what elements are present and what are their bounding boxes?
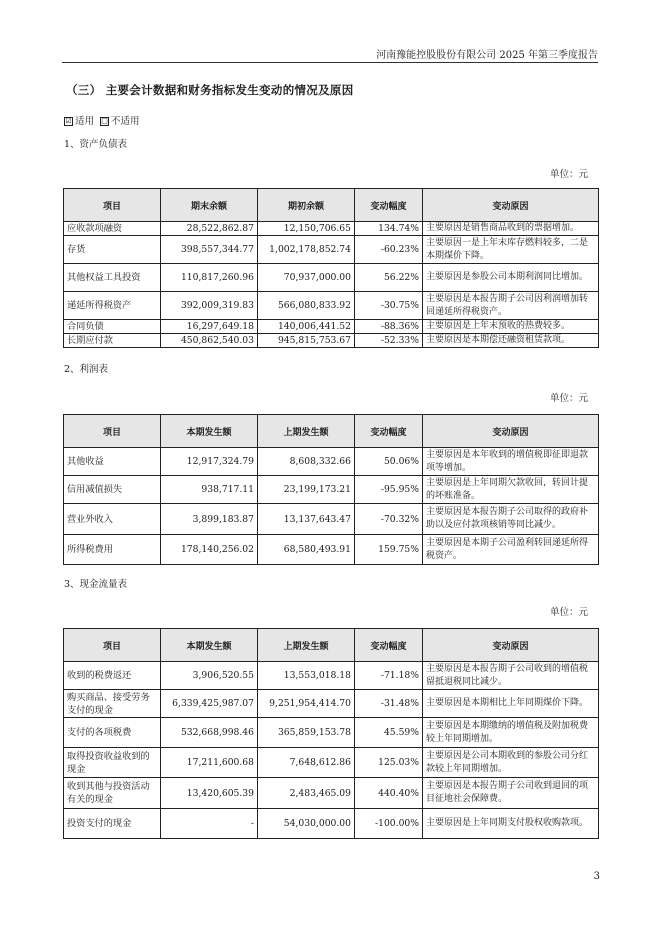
row-item: 长期应付款 xyxy=(64,334,161,348)
column-header: 变动原因 xyxy=(423,189,599,222)
row-change-rate: -95.95% xyxy=(355,476,423,504)
row-reason: 主要原因是上年同期支付股权收购款项。 xyxy=(423,809,599,839)
column-header: 上期发生额 xyxy=(258,415,355,448)
row-item: 所得税费用 xyxy=(64,535,161,565)
table-row xyxy=(64,264,599,292)
header-row xyxy=(64,189,599,222)
row-change-rate: -30.75% xyxy=(355,292,423,320)
row-reason: 主要原因是本报告期子公司收到的增值税留抵退税同比减少。 xyxy=(423,662,599,690)
row-value-current: - xyxy=(161,809,258,839)
table-row xyxy=(64,748,599,778)
table-row xyxy=(64,535,599,565)
table-row xyxy=(64,476,599,504)
report-header: 河南豫能控股股份有限公司 2025 年第三季度报告 xyxy=(376,50,598,61)
checked-checkbox-icon[interactable]: ☑ xyxy=(65,117,72,125)
unit-label-1: 单位：元 xyxy=(549,169,588,180)
row-item: 其他权益工具投资 xyxy=(64,264,161,292)
row-change-rate: 159.75% xyxy=(355,535,423,565)
row-value-prior: 9,251,954,414.70 xyxy=(258,690,355,718)
row-change-rate: 50.06% xyxy=(355,448,423,476)
applicable-option[interactable] xyxy=(64,113,94,127)
row-value-prior: 1,002,178,852.74 xyxy=(258,236,355,264)
row-change-rate: -31.48% xyxy=(355,690,423,718)
row-item: 其他收益 xyxy=(64,448,161,476)
row-item: 应收款项融资 xyxy=(64,222,161,236)
row-item: 存货 xyxy=(64,236,161,264)
column-header: 变动幅度 xyxy=(355,415,423,448)
row-value-current: 3,906,520.55 xyxy=(161,662,258,690)
table-row xyxy=(64,662,599,690)
column-header: 变动原因 xyxy=(423,629,599,662)
row-reason: 主要原因一是上年末库存燃料较多，二是本期煤价下降。 xyxy=(423,236,599,264)
row-change-rate: 56.22% xyxy=(355,264,423,292)
row-item: 营业外收入 xyxy=(64,504,161,535)
income-statement-title: 2、利润表 xyxy=(64,364,109,375)
row-change-rate: -100.00% xyxy=(355,809,423,839)
table-row xyxy=(64,222,599,236)
row-item: 合同负债 xyxy=(64,320,161,334)
row-change-rate: -60.23% xyxy=(355,236,423,264)
row-reason: 主要原因是销售商品收到的票据增加。 xyxy=(423,222,599,236)
applicable-label: 适用 xyxy=(75,116,95,127)
row-value-current: 13,420,605.39 xyxy=(161,778,258,809)
row-value-current: 392,009,319.83 xyxy=(161,292,258,320)
row-value-current: 3,899,183.87 xyxy=(161,504,258,535)
row-value-prior: 945,815,753.67 xyxy=(258,334,355,348)
row-reason: 主要原因是参股公司本期利润同比增加。 xyxy=(423,264,599,292)
table-row xyxy=(64,292,599,320)
row-value-prior: 2,483,465.09 xyxy=(258,778,355,809)
header-rule xyxy=(62,62,598,63)
row-value-current: 6,339,425,987.07 xyxy=(161,690,258,718)
row-reason: 主要原因是本报告期子公司收到退回的项目征地社会保障费。 xyxy=(423,778,599,809)
row-value-prior: 365,859,153.78 xyxy=(258,718,355,748)
row-value-current: 110,817,260.96 xyxy=(161,264,258,292)
row-value-prior: 70,937,000.00 xyxy=(258,264,355,292)
section-title: （三） 主要会计数据和财务指标发生变动的情况及原因 xyxy=(66,83,354,97)
unit-label-3: 单位：元 xyxy=(549,607,588,618)
column-header: 项目 xyxy=(64,629,161,662)
header-row xyxy=(64,629,599,662)
row-reason: 主要原因是本期缴纳的增值税及附加税费较上年同期增加。 xyxy=(423,718,599,748)
row-value-prior: 7,648,612.86 xyxy=(258,748,355,778)
row-change-rate: 440.40% xyxy=(355,778,423,809)
row-value-current: 532,668,998.46 xyxy=(161,718,258,748)
row-value-current: 17,211,600.68 xyxy=(161,748,258,778)
column-header: 上期发生额 xyxy=(258,629,355,662)
page-number: 3 xyxy=(593,871,600,882)
row-value-prior: 566,080,833.92 xyxy=(258,292,355,320)
column-header: 本期发生额 xyxy=(161,629,258,662)
row-reason: 主要原因是本期相比上年同期煤价下降。 xyxy=(423,690,599,718)
column-header: 项目 xyxy=(64,415,161,448)
row-change-rate: -70.32% xyxy=(355,504,423,535)
row-reason: 主要原因是本期子公司盈利转回递延所得税资产。 xyxy=(423,535,599,565)
column-header: 本期发生额 xyxy=(161,415,258,448)
row-change-rate: -88.36% xyxy=(355,320,423,334)
row-value-current: 938,717.11 xyxy=(161,476,258,504)
row-value-prior: 68,580,493.91 xyxy=(258,535,355,565)
header-row xyxy=(64,415,599,448)
column-header: 期末余额 xyxy=(161,189,258,222)
row-change-rate: -71.18% xyxy=(355,662,423,690)
table-row xyxy=(64,718,599,748)
row-reason: 主要原因是本期偿还融资租赁款项。 xyxy=(423,334,599,348)
not-applicable-option[interactable] xyxy=(100,113,140,127)
row-reason: 主要原因是上年末预收的热费较多。 xyxy=(423,320,599,334)
column-header: 期初余额 xyxy=(258,189,355,222)
cash-flow-table xyxy=(63,628,599,839)
row-value-prior: 54,030,000.00 xyxy=(258,809,355,839)
row-value-current: 28,522,862.87 xyxy=(161,222,258,236)
balance-sheet-table xyxy=(63,188,599,348)
row-value-prior: 13,137,643.47 xyxy=(258,504,355,535)
row-reason: 主要原因是本年收到的增值税即征即退款项等增加。 xyxy=(423,448,599,476)
row-change-rate: 45.59% xyxy=(355,718,423,748)
applicability-row xyxy=(64,113,140,127)
table-row xyxy=(64,334,599,348)
row-value-prior: 140,006,441.52 xyxy=(258,320,355,334)
balance-sheet-title: 1、资产负债表 xyxy=(64,139,128,150)
row-item: 投资支付的现金 xyxy=(64,809,161,839)
row-change-rate: -52.33% xyxy=(355,334,423,348)
table-row xyxy=(64,504,599,535)
row-value-current: 398,557,344.77 xyxy=(161,236,258,264)
table-row xyxy=(64,236,599,264)
row-item: 递延所得税资产 xyxy=(64,292,161,320)
column-header: 变动幅度 xyxy=(355,189,423,222)
row-item: 购买商品、接受劳务支付的现金 xyxy=(64,690,161,718)
row-value-current: 450,862,540.03 xyxy=(161,334,258,348)
row-value-current: 16,297,649.18 xyxy=(161,320,258,334)
table-row xyxy=(64,448,599,476)
row-item: 收到的税费返还 xyxy=(64,662,161,690)
income-statement-table xyxy=(63,414,599,565)
column-header: 变动幅度 xyxy=(355,629,423,662)
row-value-prior: 13,553,018.18 xyxy=(258,662,355,690)
row-reason: 主要原因是上年同期欠款收回，转回计提的坏账准备。 xyxy=(423,476,599,504)
row-item: 收到其他与投资活动有关的现金 xyxy=(64,778,161,809)
row-value-current: 12,917,324.79 xyxy=(161,448,258,476)
table-row xyxy=(64,809,599,839)
table-row xyxy=(64,320,599,334)
row-value-prior: 12,150,706.65 xyxy=(258,222,355,236)
row-reason: 主要原因是公司本期收到的参股公司分红款较上年同期增加。 xyxy=(423,748,599,778)
unit-label-2: 单位：元 xyxy=(549,393,588,404)
column-header: 项目 xyxy=(64,189,161,222)
unchecked-checkbox-icon[interactable]: □ xyxy=(101,117,108,125)
column-header: 变动原因 xyxy=(423,415,599,448)
not-applicable-label: 不适用 xyxy=(111,116,140,127)
row-change-rate: 134.74% xyxy=(355,222,423,236)
table-row xyxy=(64,690,599,718)
row-item: 信用减值损失 xyxy=(64,476,161,504)
cash-flow-title: 3、现金流量表 xyxy=(64,579,128,590)
row-value-prior: 8,608,332.66 xyxy=(258,448,355,476)
row-change-rate: 125.03% xyxy=(355,748,423,778)
row-value-current: 178,140,256.02 xyxy=(161,535,258,565)
row-reason: 主要原因是本报告期子公司因利润增加转回递延所得税资产。 xyxy=(423,292,599,320)
row-item: 支付的各项税费 xyxy=(64,718,161,748)
table-row xyxy=(64,778,599,809)
row-value-prior: 23,199,173.21 xyxy=(258,476,355,504)
row-reason: 主要原因是本报告期子公司取得的政府补助以及应付款项核销等同比减少。 xyxy=(423,504,599,535)
row-item: 取得投资收益收到的现金 xyxy=(64,748,161,778)
